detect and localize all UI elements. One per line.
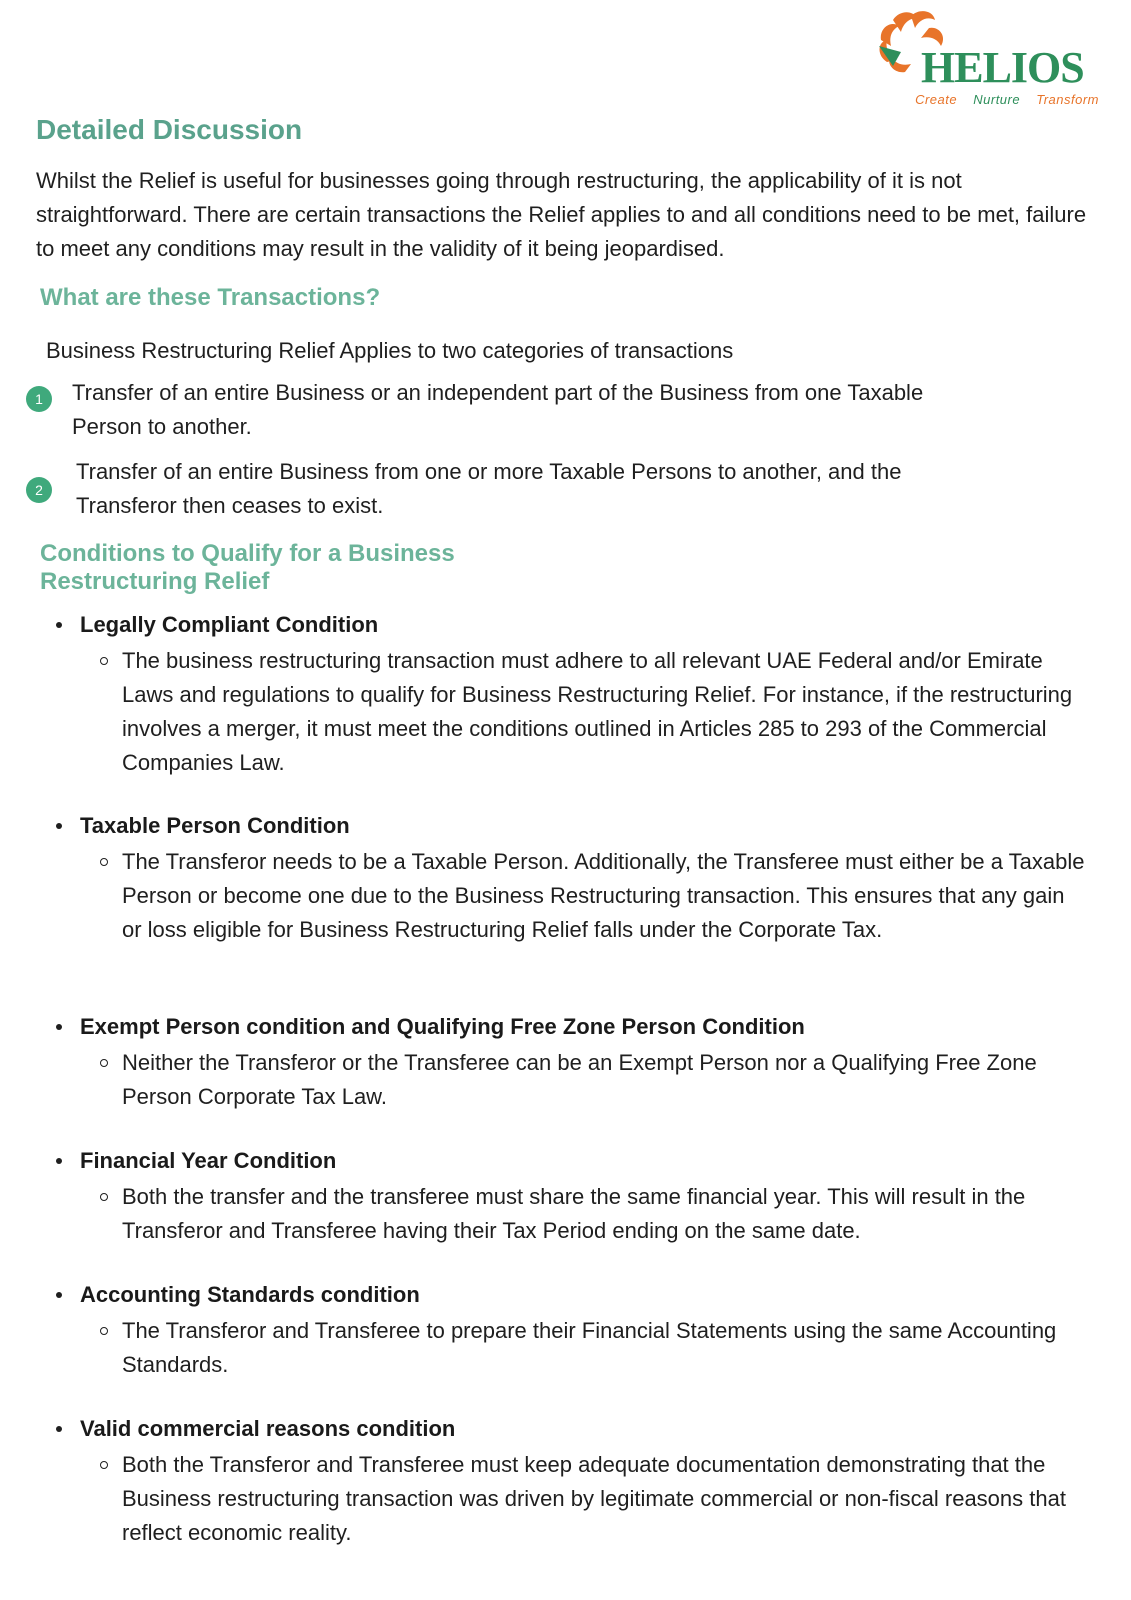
intro-paragraph: Whilst the Relief is useful for businesses going through restructuring, the applicability of it is not straightforward. There are certain transactions the Relief applies to and all conditions need to be met, failure to meet any conditions may result in the validity of it being jeopardised. bbox=[36, 168, 1087, 261]
sub-bullet bbox=[100, 1327, 108, 1335]
condition-detail: Both the Transferor and Transferee must keep adequate documentation demonstrating that the Business restructuring transaction was driven by legitimate commercial or non-fiscal reasons that reflect economic reality. bbox=[122, 1452, 1066, 1545]
condition-item bbox=[56, 1414, 1086, 1550]
logo-wordmark: HELIOS bbox=[921, 43, 1084, 92]
helios-logo bbox=[873, 6, 1103, 110]
bullet bbox=[56, 1158, 62, 1164]
transactions-lead: Business Restructuring Relief Applies to two categories of transactions bbox=[46, 338, 734, 363]
condition-title: Accounting Standards condition bbox=[80, 1282, 420, 1307]
bullet bbox=[56, 1024, 62, 1030]
transactions-heading: What are these Transactions? bbox=[40, 284, 381, 311]
condition-title: Valid commercial reasons condition bbox=[80, 1416, 456, 1441]
condition-title: Legally Compliant Condition bbox=[80, 612, 379, 637]
bullet bbox=[56, 823, 62, 829]
sub-bullet bbox=[100, 657, 108, 665]
condition-detail: The Transferor and Transferee to prepare their Financial Statements using the same Accounting Standards. bbox=[122, 1318, 1057, 1377]
logo-tagline bbox=[903, 92, 1099, 107]
condition-detail: Both the transfer and the transferee must share the same financial year. This will result in the Transferor and Transferee having their Tax Period ending on the same date. bbox=[122, 1184, 1026, 1243]
bullet bbox=[56, 622, 62, 628]
number-badge: 1 bbox=[26, 386, 52, 412]
transaction-text: Transfer of an entire Business from one or more Taxable Persons to another, and the Transferor then ceases to exist. bbox=[76, 459, 902, 518]
number-badge: 2 bbox=[26, 477, 52, 503]
condition-title: Financial Year Condition bbox=[80, 1148, 337, 1173]
sub-bullet bbox=[100, 858, 108, 866]
condition-detail: The Transferor needs to be a Taxable Person. Additionally, the Transferee must either be a Taxable Person or become one due to the Business Restructuring transaction. This ensures that any gain or loss eligible for Business Restructuring Relief falls under the Corporate Tax. bbox=[122, 849, 1085, 942]
transaction-text: Transfer of an entire Business or an independent part of the Business from one Taxable Person to another. bbox=[72, 380, 924, 439]
tagline-create: Create bbox=[915, 92, 958, 107]
bullet bbox=[56, 1292, 62, 1298]
conditions-heading bbox=[40, 540, 455, 596]
condition-detail: Neither the Transferor or the Transferee can be an Exempt Person nor a Qualifying Free Zone Person Corporate Tax Law. bbox=[122, 1050, 1037, 1109]
condition-title: Taxable Person Condition bbox=[80, 813, 350, 838]
conditions-heading-line2: Restructuring Relief bbox=[40, 568, 270, 595]
tagline-nurture: Nurture bbox=[973, 92, 1021, 107]
condition-item bbox=[56, 1280, 1086, 1382]
sub-bullet bbox=[100, 1461, 108, 1469]
tagline-transform: Transform bbox=[1036, 92, 1099, 107]
condition-item bbox=[56, 610, 1086, 780]
condition-item bbox=[56, 1012, 1086, 1114]
conditions-heading-line1: Conditions to Qualify for a Business bbox=[40, 540, 455, 567]
bullet bbox=[56, 1426, 62, 1432]
sub-bullet bbox=[100, 1059, 108, 1067]
page-title: Detailed Discussion bbox=[36, 114, 303, 145]
condition-item bbox=[56, 811, 1086, 947]
condition-item bbox=[56, 1146, 1086, 1248]
condition-detail: The business restructuring transaction must adhere to all relevant UAE Federal and/or Emirate Laws and regulations to qualify for Business Restructuring Relief. For instance, if the restructuring involves a merger, it must meet the conditions outlined in Articles 285 to 293 of the Commercial Companies Law. bbox=[122, 648, 1073, 775]
sub-bullet bbox=[100, 1193, 108, 1201]
condition-title: Exempt Person condition and Qualifying Free Zone Person Condition bbox=[80, 1014, 805, 1039]
